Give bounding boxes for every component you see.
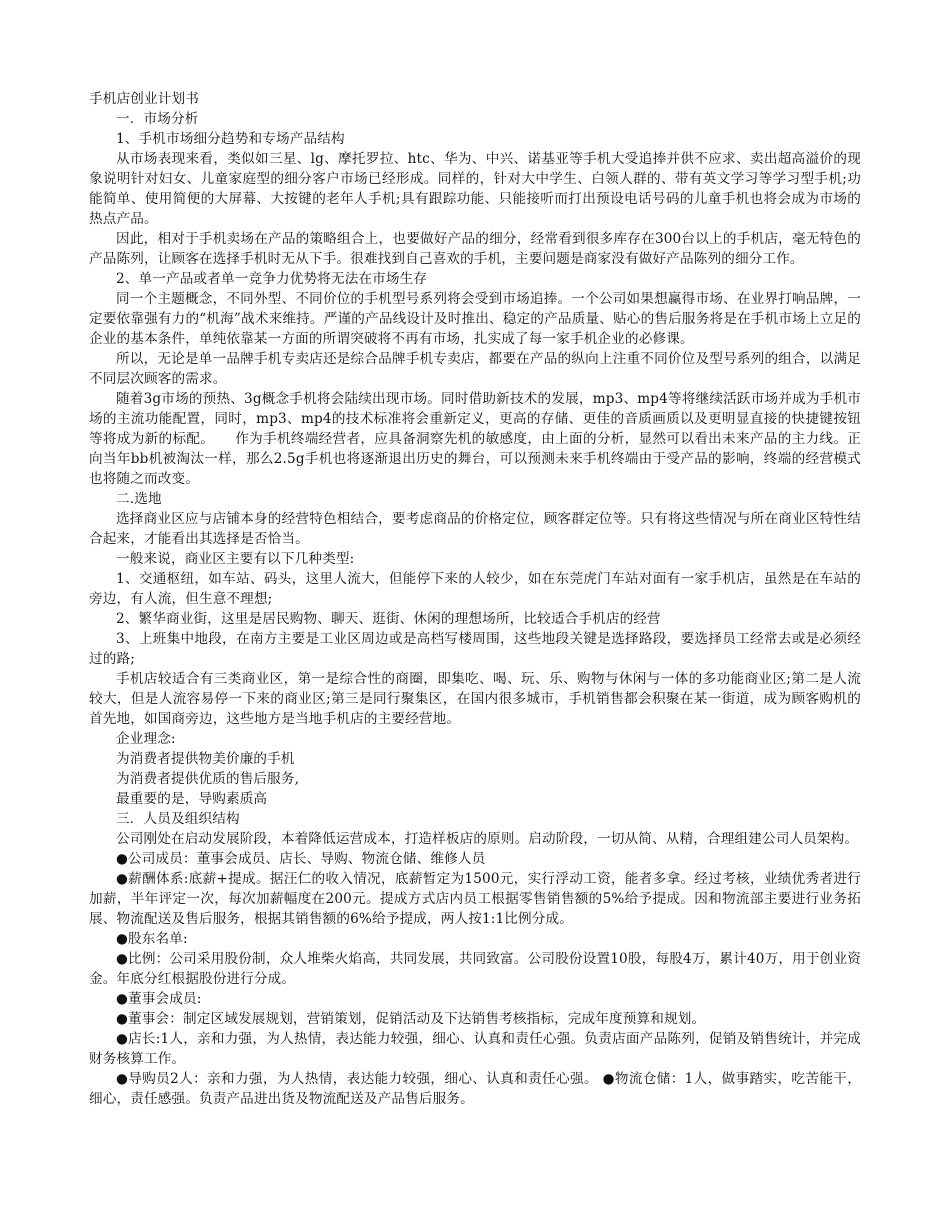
- paragraph: 1、手机市场细分趋势和专场产品结构: [116, 131, 345, 147]
- paragraph: ●公司成员：董事会成员、店长、导购、物流仓储、维修人员: [116, 851, 486, 867]
- paragraph: ●董事会成员:: [116, 991, 202, 1007]
- paragraph: 二.选地: [116, 491, 162, 507]
- paragraph: 所以，无论是单一品牌手机专卖店还是综合品牌手机专卖店，都要在产品的纵向上注重不同价位及型号系列的组合，以满足不同层次顾客的需求。: [89, 351, 861, 387]
- paragraph: ●薪酬体系:底薪+提成。据汪仁的收入情况，底薪暂定为1500元，实行浮动工资，能者多拿。经过考核，业绩优秀者进行加薪，半年评定一次，每次加薪幅度在200元。提成方式店内员工根据零售销售额的5%给予提成。因和物流部主要进行业务拓展、物流配送及售后服务，根据其销售额的6%给予提成，两人按1:1比例分成。: [89, 871, 861, 927]
- paragraph: 随着3g市场的预热、3g概念手机将会陆续出现市场。同时借助新技术的发展，mp3、mp4等将继续活跃市场并成为手机市场的主流功能配置，同时，mp3、mp4的技术标准将会重新定义，更高的存储、更佳的音质画质以及更明显直接的快捷键按钮等将成为新的标配。 作为手机终端经营者，应具备洞察先机的敏感度，由上面的分析，显然可以看出未来产品的主力线。正向当年bb机被淘汰一样，那么2.5g手机也将逐渐退出历史的舞台，可以预测未来手机终端由于受产品的影响，终端的经营模式也将随之而改变。: [89, 391, 861, 487]
- paragraph: 为消费者提供优质的售后服务,: [116, 771, 300, 787]
- paragraph: ●店长:1人，亲和力强，为人热情，表达能力较强，细心、认真和责任心强。负责店面产品陈列，促销及销售统计，并完成财务核算工作。: [89, 1031, 861, 1067]
- paragraph: 为消费者提供物美价廉的手机: [116, 751, 295, 767]
- paragraph: ●董事会：制定区域发展规划，营销策划，促销活动及下达销售考核指标，完成年度预算和规划。: [116, 1011, 706, 1027]
- paragraph: 2、繁华商业街，这里是居民购物、聊天、逛街、休闲的理想场所，比较适合手机店的经营: [116, 611, 661, 627]
- paragraph: 同一个主题概念，不同外型、不同价位的手机型号系列将会受到市场追捧。一个公司如果想赢得市场、在业界打响品牌，一定要依靠强有力的“机海”战术来维持。严谨的产品线设计及时推出、稳定的产品质量、贴心的售后服务将是在手机市场上立足的企业的基本条件，单纯依靠某一方面的所谓突破将不再有市场，扎实成了每一家手机企业的必修课。: [89, 291, 861, 347]
- paragraph: 因此，相对于手机卖场在产品的策略组合上，也要做好产品的细分，经常看到很多库存在300台以上的手机店，毫无特色的产品陈列，让顾客在选择手机时无从下手。很难找到自己喜欢的手机，主要问题是商家没有做好产品陈列的细分工作。: [89, 231, 861, 267]
- paragraph: 从市场表现来看，类似如三星、lg、摩托罗拉、htc、华为、中兴、诺基亚等手机大受追捧并供不应求、卖出超高溢价的现象说明针对妇女、儿童家庭型的细分客户市场已经形成。同样的，针对大中学生、白领人群的、带有英文学习等学习型手机;功能简单、使用简便的大屏幕、大按键的老年人手机;具有跟踪功能、只能接听而打出预设电话号码的儿童手机也将会成为市场的热点产品。: [89, 151, 861, 227]
- document-page: [89, 89, 861, 1109]
- paragraph: 一．市场分析: [116, 111, 199, 127]
- paragraph: 最重要的是，导购素质高: [116, 791, 268, 807]
- document-title: 手机店创业计划书: [89, 91, 199, 107]
- paragraph: 手机店较适合有三类商业区，第一是综合性的商圈，即集吃、喝、玩、乐、购物与休闲与一体的多功能商业区;第二是人流较大，但是人流容易停一下来的商业区;第三是同行聚集区，在国内很多城市，手机销售都会积聚在某一街道，成为顾客购机的首先地，如国商旁边，这些地方是当地手机店的主要经营地。: [89, 671, 861, 727]
- document-body: [89, 109, 861, 1109]
- paragraph: 选择商业区应与店铺本身的经营特色相结合，要考虑商品的价格定位，顾客群定位等。只有将这些情况与所在商业区特性结合起来，才能看出其选择是否恰当。: [89, 511, 861, 547]
- paragraph: ●导购员2人：亲和力强，为人热情，表达能力较强，细心、认真和责任心强。 ●物流仓储：1人，做事踏实，吃苦能干，细心，责任感强。负责产品进出货及物流配送及产品售后服务。: [89, 1071, 861, 1107]
- paragraph: 三．人员及组织结构: [116, 811, 240, 827]
- paragraph: 3、上班集中地段，在南方主要是工业区周边或是高档写楼周围，这些地段关键是选择路段，要选择员工经常去或是必须经过的路;: [89, 631, 861, 667]
- paragraph: ●股东名单:: [116, 931, 188, 947]
- paragraph: 1、交通枢纽，如车站、码头，这里人流大，但能停下来的人较少，如在东莞虎门车站对面有一家手机店，虽然是在车站的旁边，有人流，但生意不理想;: [89, 571, 861, 607]
- paragraph: 一般来说，商业区主要有以下几种类型:: [116, 551, 355, 567]
- paragraph: 公司刚处在启动发展阶段，本着降低运营成本，打造样板店的原则。启动阶段，一切从简、从精，合理组建公司人员架构。: [116, 831, 859, 847]
- paragraph: ●比例：公司采用股份制，众人堆柴火焰高，共同发展，共同致富。公司股份设置10股，每股4万，累计40万，用于创业资金。年底分红根据股份进行分成。: [89, 951, 861, 987]
- paragraph: 2、单一产品或者单一竞争力优势将无法在市场生存: [116, 271, 428, 287]
- paragraph: 企业理念:: [116, 731, 176, 747]
